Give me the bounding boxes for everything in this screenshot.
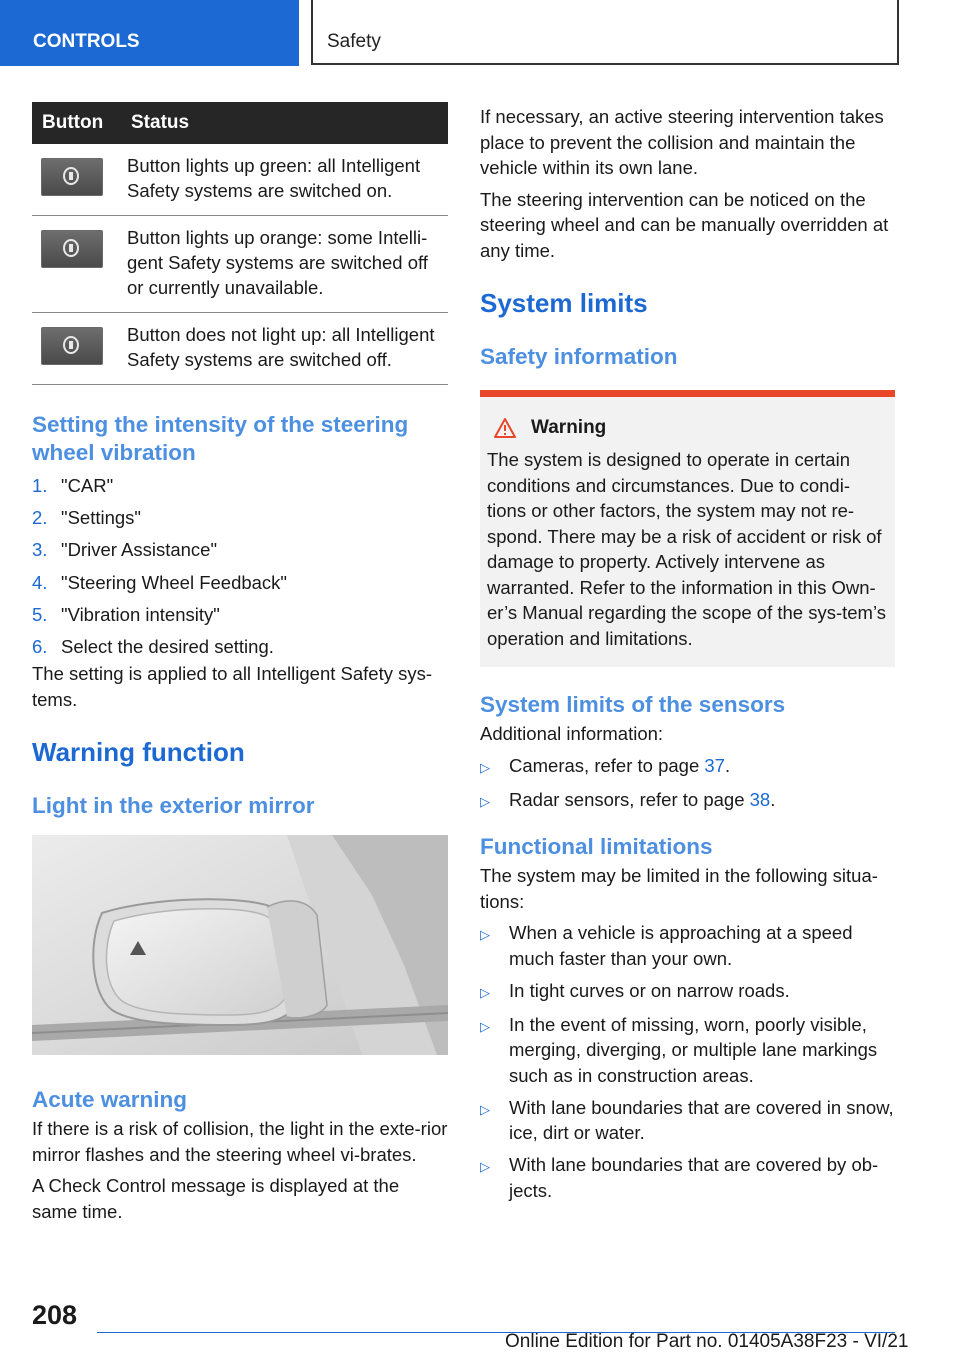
- page-link-radar[interactable]: 38: [749, 788, 771, 810]
- list-item: ▷ With lane boundaries that are covered in snow, ice, dirt or water.: [480, 1095, 895, 1146]
- override-paragraph: The steering intervention can be noticed on the steering wheel and can be manually overridden at any time.: [480, 188, 889, 261]
- warning-triangle-icon: [493, 417, 517, 439]
- bullet-triangle-icon: ▷: [480, 927, 490, 942]
- table-row: [32, 216, 448, 313]
- heading-sensor-limits: System limits of the sensors: [480, 692, 786, 717]
- col-header-status: Status: [127, 102, 448, 144]
- right-column: [480, 104, 895, 1210]
- functional-list: [480, 920, 895, 1203]
- acute-paragraph-2: A Check Control message is displayed at the same time.: [32, 1175, 400, 1222]
- list-item: ▷ In the event of missing, worn, poorly visible, merging, diverging, or multiple lane markings such as in construction areas.: [480, 1012, 895, 1089]
- page-link-cameras[interactable]: 37: [704, 754, 725, 776]
- sensor-list: [480, 753, 895, 815]
- bullet-triangle-icon: ▷: [480, 1018, 490, 1034]
- heading-functional-limitations: Functional limitations: [480, 834, 713, 859]
- heading-vibration-intensity: Setting the intensity of the steering wheel vibration: [32, 412, 409, 465]
- left-column: [32, 102, 448, 1224]
- steps-list: [32, 473, 448, 659]
- edition-text: Online Edition for Part no. 01405A38F23 - VI/21: [505, 1331, 909, 1352]
- heading-light-mirror: Light in the exterior mirror: [32, 793, 315, 819]
- list-item: ▷ When a vehicle is approaching at a speed much faster than your own.: [480, 920, 895, 971]
- bullet-triangle-icon: ▷: [480, 984, 490, 1000]
- section-title: CONTROLS: [33, 31, 140, 52]
- status-text: Button lights up orange: some Intelli-gent Safety systems are switched off or currently unavailable.: [127, 216, 448, 313]
- intelligent-safety-button-icon: [41, 230, 103, 268]
- bullet-triangle-icon: ▷: [480, 793, 490, 809]
- additional-info: Additional information:: [480, 723, 664, 744]
- list-item: 5. "Vibration intensity": [32, 603, 220, 625]
- col-header-button: Button: [32, 102, 127, 144]
- list-item: ▷ Radar sensors, refer to page 38.: [480, 787, 895, 815]
- applied-note: The setting is applied to all Intelligent Safety sys-tems.: [32, 663, 433, 710]
- list-item: 4. "Steering Wheel Feedback": [32, 571, 288, 593]
- bullet-triangle-icon: ▷: [480, 1159, 490, 1174]
- list-item: 2. "Settings": [32, 507, 141, 529]
- warning-text: The system is designed to operate in certain conditions and circumstances. Due to condi-tions or other factors, the system may not re-spond. There may be a risk of accident or risk of damage to property. Actively intervene as warranted. Refer to the information in this Own-er’s Manual regarding the scope of the sys-tem’s operation and limitations.: [487, 449, 886, 649]
- status-text: Button lights up green: all Intelligent Safety systems are switched on.: [127, 144, 448, 216]
- button-status-table: [32, 102, 448, 385]
- status-text: Button does not light up: all Intelligent Safety systems are switched off.: [127, 313, 448, 385]
- bullet-triangle-icon: ▷: [480, 759, 490, 775]
- list-item: ▷ With lane boundaries that are covered by ob-jects.: [480, 1152, 895, 1203]
- bullet-triangle-icon: ▷: [480, 1101, 490, 1117]
- list-item: 3. "Driver Assistance": [32, 539, 218, 561]
- table-row: [32, 313, 448, 385]
- functional-intro: The system may be limited in the following situa-tions:: [480, 865, 878, 912]
- list-item: ▷ Cameras, refer to page 37.: [480, 753, 895, 781]
- list-item: 1. "CAR": [32, 475, 114, 496]
- section-tab: [0, 0, 299, 66]
- list-item: 6. Select the desired setting.: [32, 635, 274, 657]
- intervention-paragraph: If necessary, an active steering intervention takes place to prevent the collision and maintain the vehicle within its own lane.: [480, 106, 884, 178]
- exterior-mirror-image: [32, 835, 448, 1055]
- heading-warning-function: Warning function: [32, 737, 245, 768]
- heading-safety-information: Safety information: [480, 344, 678, 369]
- chapter-tab: [311, 0, 899, 65]
- table-row: [32, 144, 448, 216]
- warning-box: [480, 390, 895, 667]
- warning-title: Warning: [531, 417, 607, 438]
- list-item: ▷ In tight curves or on narrow roads.: [480, 978, 895, 1006]
- heading-system-limits: System limits: [480, 288, 648, 318]
- intelligent-safety-button-icon: [41, 158, 103, 196]
- intelligent-safety-button-icon: [41, 327, 103, 365]
- acute-paragraph-1: If there is a risk of collision, the light in the exte-rior mirror flashes and the steering wheel vi-brates.: [32, 1118, 448, 1165]
- page-number: 208: [32, 1300, 78, 1330]
- heading-acute-warning: Acute warning: [32, 1087, 188, 1113]
- chapter-title: Safety: [327, 31, 381, 52]
